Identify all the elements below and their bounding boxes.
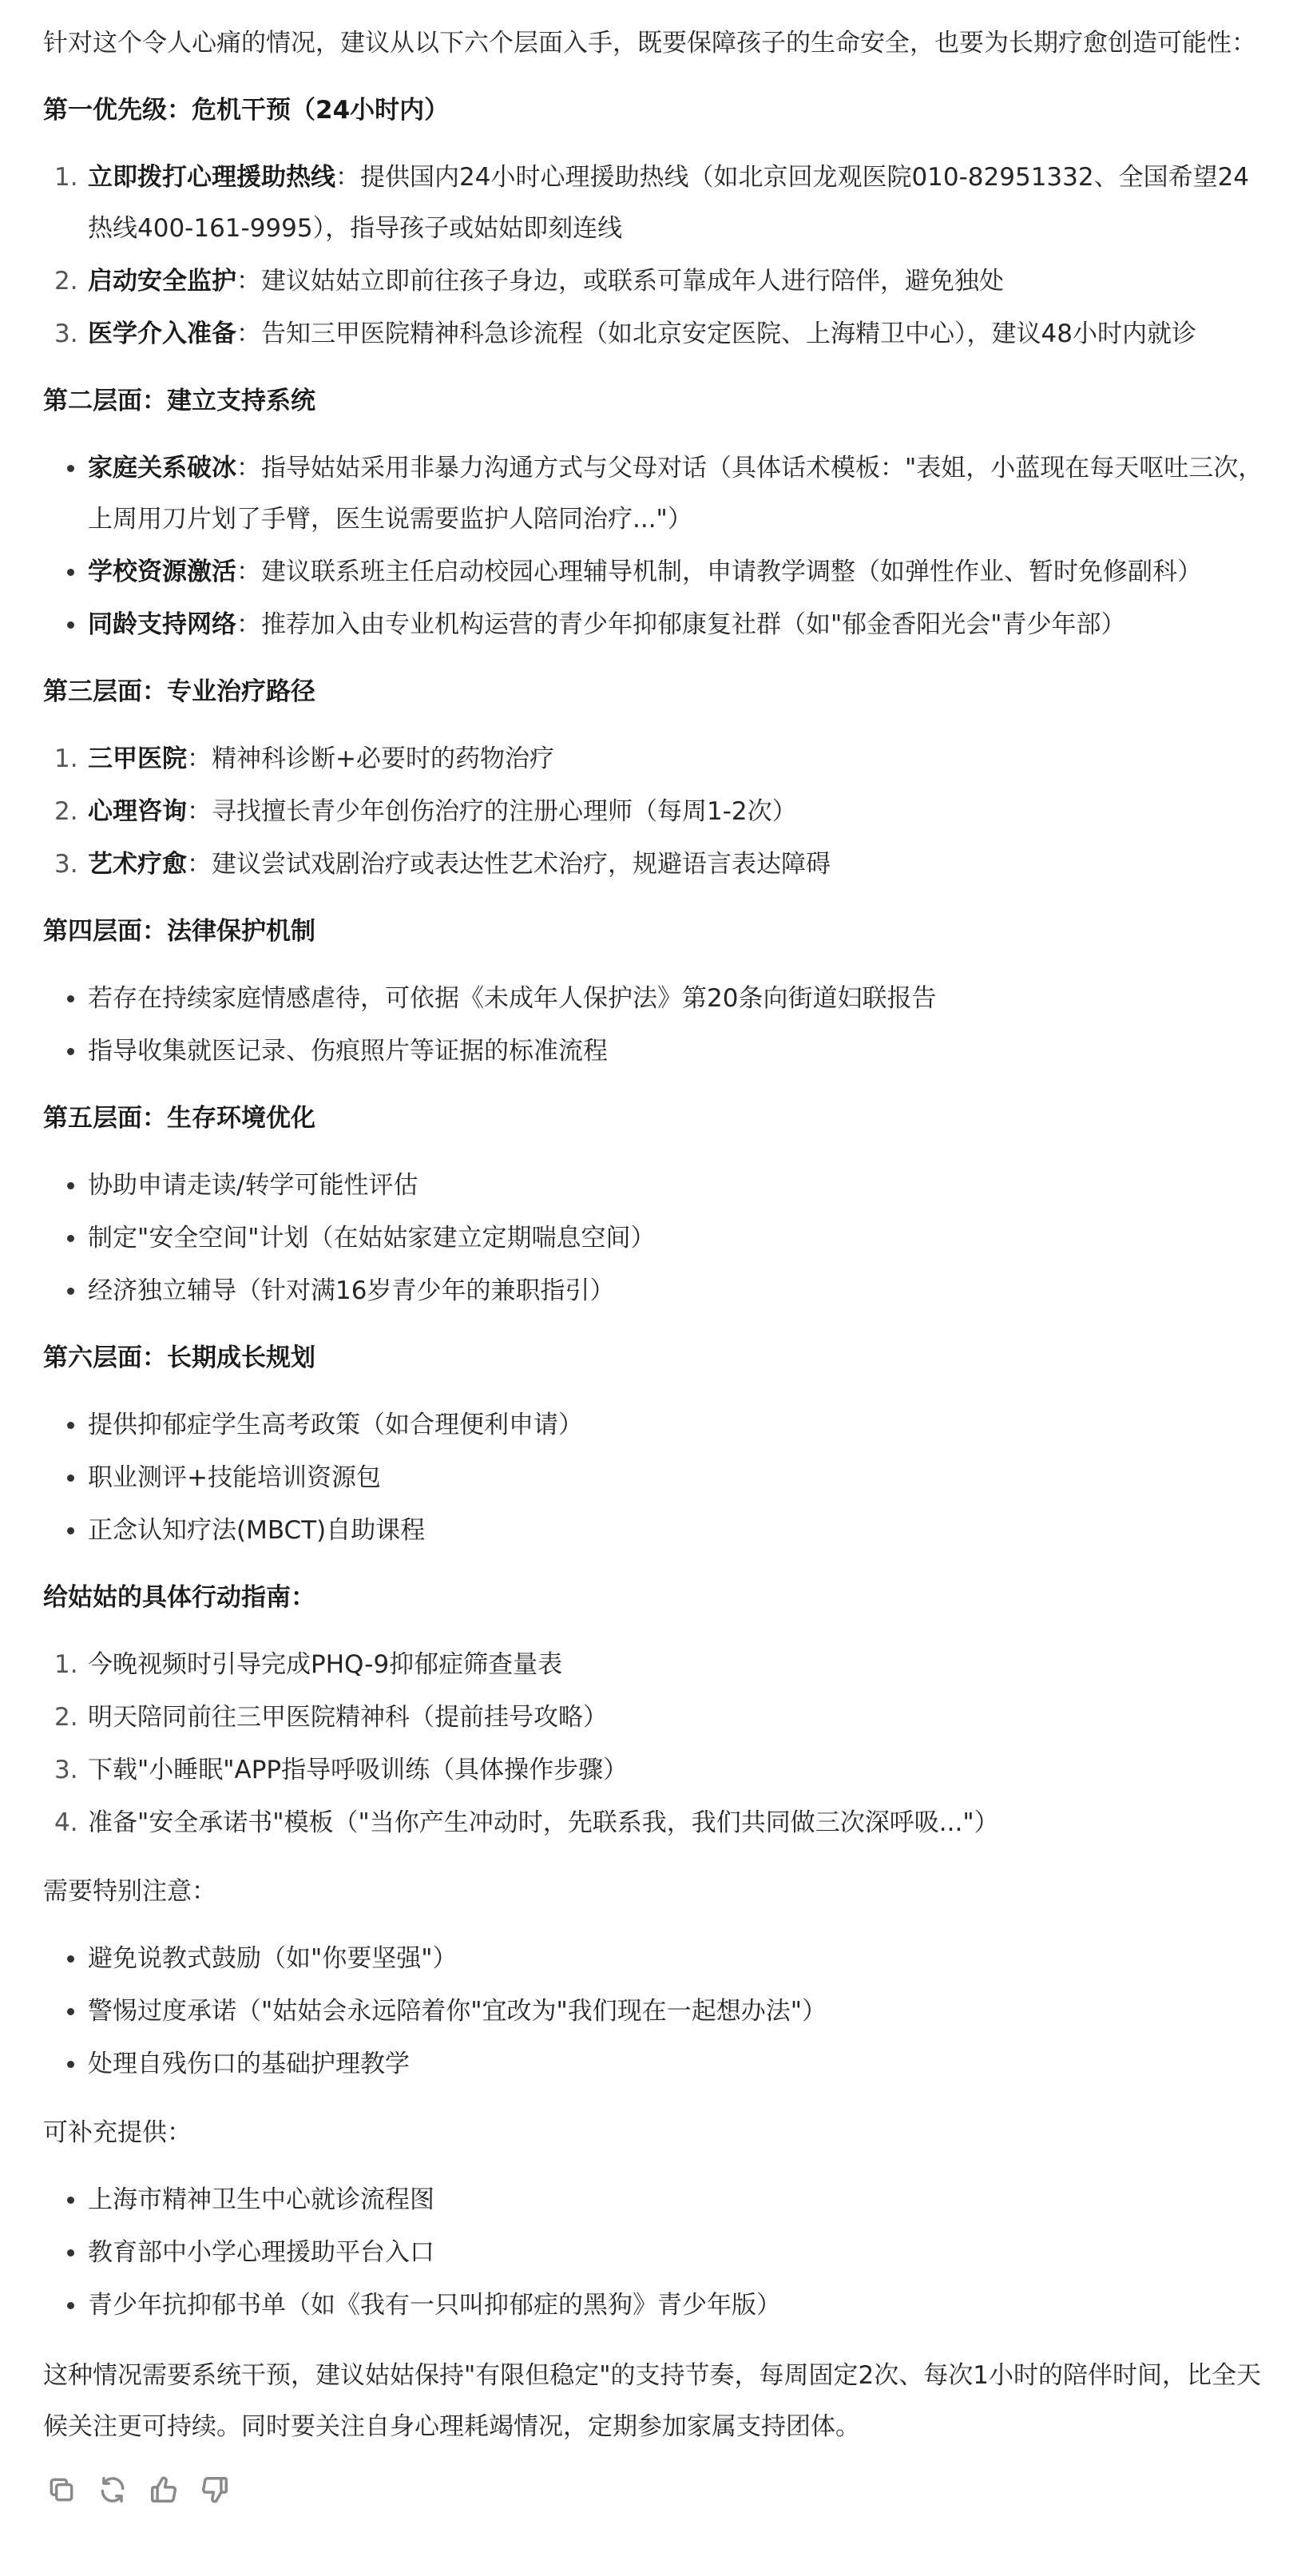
list-item — [43, 2038, 1265, 2090]
list-item-text: 教育部中小学心理援助平台入口 — [88, 2238, 434, 2267]
list-item-key: 启动安全监护 — [88, 267, 236, 296]
list-number: 2. — [54, 267, 78, 296]
closing-paragraph: 这种情况需要系统干预，建议姑姑保持"有限但稳定"的支持节奏，每周固定2次、每次1小时的陪伴时间，比全天候关注更可持续。同时要关注自身心理耗竭情况，定期参加家属支持团体。 — [43, 2361, 1261, 2441]
list-item-text: 上海市精神卫生中心就诊流程图 — [88, 2185, 434, 2214]
list-item-text: 下载"小睡眠"APP指导呼吸训练（具体操作步骤） — [88, 1756, 629, 1784]
list-item-text: 青少年抗抑郁书单（如《我有一只叫抑郁症的黑狗》青少年版） — [88, 2291, 781, 2320]
list-item — [43, 1505, 1265, 1556]
list-item-text: ：精神科诊断+必要时的药物治疗 — [187, 744, 554, 773]
regenerate-button[interactable] — [94, 2471, 131, 2508]
list-item-text: ：告知三甲医院精神科急诊流程（如北京安定医院、上海精卫中心），建议48小时内就诊 — [236, 320, 1196, 348]
intro-paragraph: 针对这个令人心痛的情况，建议从以下六个层面入手，既要保障孩子的生命安全，也要为长期疗愈创造可能性： — [43, 29, 1256, 58]
list-item-text: 指导收集就医记录、伤痕照片等证据的标准流程 — [88, 1037, 608, 1066]
list-item — [43, 1744, 1265, 1796]
regenerate-icon — [97, 2475, 128, 2505]
copy-button[interactable] — [43, 2471, 80, 2508]
list-item-text: 职业测评+技能培训资源包 — [88, 1463, 381, 1492]
bullet-list — [43, 2174, 1265, 2331]
list-item-text: ：建议尝试戏剧治疗或表达性艺术治疗，规避语言表达障碍 — [187, 850, 831, 879]
list-item-text: ：建议联系班主任启动校园心理辅导机制，申请教学调整（如弹性作业、暂时免修副科） — [236, 558, 1202, 586]
list-item — [43, 1026, 1265, 1077]
list-item — [43, 1160, 1265, 1211]
list-item — [43, 152, 1265, 254]
list-item-text: ：指导姑姑采用非暴力沟通方式与父母对话（具体话术模板："表姐，小蓝现在每天呕吐三次，上周用刀片划了手臂，医生说需要监护人陪同治疗..."） — [88, 454, 1263, 534]
section-heading: 第二层面：建立支持系统 — [43, 387, 315, 415]
section-heading: 第五层面：生存环境优化 — [43, 1104, 315, 1133]
list-item — [43, 786, 1265, 837]
list-number: 1. — [54, 744, 78, 773]
section-label: 需要特别注意： — [43, 1877, 216, 1906]
copy-icon — [46, 2475, 77, 2505]
list-item-key: 三甲医院 — [88, 744, 187, 773]
thumbs-down-icon — [200, 2475, 230, 2505]
list-number: 3. — [54, 1756, 78, 1784]
list-item-text: 正念认知疗法(MBCT)自助课程 — [88, 1516, 426, 1545]
section-label: 可补充提供： — [43, 2118, 192, 2147]
list-number: 1. — [54, 163, 78, 192]
list-item-text: ：寻找擅长青少年创伤治疗的注册心理师（每周1-2次） — [187, 797, 797, 826]
section-heading: 第一优先级：危机干预（24小时内） — [43, 96, 450, 125]
bullet-list — [43, 1399, 1265, 1556]
list-item — [43, 1452, 1265, 1503]
list-item-text: 制定"安全空间"计划（在姑姑家建立定期喘息空间） — [88, 1224, 656, 1252]
list-item — [43, 2174, 1265, 2225]
list-item-text: ：建议姑姑立即前往孩子身边，或联系可靠成年人进行陪伴，避免独处 — [236, 267, 1004, 296]
list-item — [43, 1213, 1265, 1264]
sections-container — [43, 85, 1265, 2331]
list-item-text: ：提供国内24小时心理援助热线（如北京回龙观医院010-82951332、全国希望24热线400-161-9995），指导孩子或姑姑即刻连线 — [88, 163, 1250, 243]
ordered-list — [43, 1639, 1265, 1848]
list-number: 1. — [54, 1650, 78, 1679]
list-item-key: 学校资源激活 — [88, 558, 236, 586]
list-number: 3. — [54, 320, 78, 348]
list-item-text: 避免说教式鼓励（如"你要坚强"） — [88, 1944, 458, 1973]
bullet-list — [43, 1160, 1265, 1316]
section-heading: 第三层面：专业治疗路径 — [43, 677, 315, 706]
list-item-key: 心理咨询 — [88, 797, 187, 826]
list-item — [43, 1797, 1265, 1848]
thumbs-up-button[interactable] — [145, 2471, 182, 2508]
bullet-list — [43, 1933, 1265, 2090]
bullet-list — [43, 973, 1265, 1077]
list-item — [43, 1986, 1265, 2037]
list-item — [43, 733, 1265, 784]
thumbs-up-icon — [149, 2475, 179, 2505]
list-item-key: 艺术疗愈 — [88, 850, 187, 879]
list-item — [43, 308, 1265, 359]
section-heading: 第六层面：长期成长规划 — [43, 1344, 315, 1372]
list-item-text: 明天陪同前往三甲医院精神科（提前挂号攻略） — [88, 1703, 608, 1732]
section-heading: 给姑姑的具体行动指南： — [43, 1583, 315, 1612]
list-item-key: 立即拨打心理援助热线 — [88, 163, 335, 192]
list-item-text: 协助申请走读/转学可能性评估 — [88, 1171, 418, 1200]
list-item — [43, 973, 1265, 1024]
list-item — [43, 1692, 1265, 1743]
message-toolbar — [43, 2471, 1265, 2508]
thumbs-down-button[interactable] — [196, 2471, 233, 2508]
list-number: 4. — [54, 1808, 78, 1837]
ordered-list — [43, 733, 1265, 890]
list-item — [43, 1265, 1265, 1316]
list-item — [43, 2227, 1265, 2278]
bullet-list — [43, 443, 1265, 650]
list-item-text: 若存在持续家庭情感虐待，可依据《未成年人保护法》第20条向街道妇联报告 — [88, 984, 937, 1013]
list-item-key: 家庭关系破冰 — [88, 454, 236, 482]
ordered-list — [43, 152, 1265, 359]
list-item-key: 医学介入准备 — [88, 320, 236, 348]
list-item — [43, 443, 1265, 545]
section-heading: 第四层面：法律保护机制 — [43, 917, 315, 946]
list-item-text: 经济独立辅导（针对满16岁青少年的兼职指引） — [88, 1276, 615, 1305]
list-item — [43, 1399, 1265, 1451]
list-item-text: 处理自残伤口的基础护理教学 — [88, 2050, 410, 2078]
list-item — [43, 1933, 1265, 1984]
list-number: 2. — [54, 1703, 78, 1732]
list-item-text: ：推荐加入由专业机构运营的青少年抑郁康复社群（如"郁金香阳光会"青少年部） — [236, 610, 1126, 639]
list-number: 3. — [54, 850, 78, 879]
list-number: 2. — [54, 797, 78, 826]
list-item-text: 警惕过度承诺（"姑姑会永远陪着你"宜改为"我们现在一起想办法"） — [88, 1997, 827, 2026]
list-item-text: 今晚视频时引导完成PHQ-9抑郁症筛查量表 — [88, 1650, 563, 1679]
list-item — [43, 546, 1265, 597]
list-item — [43, 256, 1265, 307]
list-item-text: 提供抑郁症学生高考政策（如合理便利申请） — [88, 1411, 583, 1439]
list-item-key: 同龄支持网络 — [88, 610, 236, 639]
list-item — [43, 2280, 1265, 2331]
list-item-text: 准备"安全承诺书"模板（"当你产生冲动时，先联系我，我们共同做三次深呼吸..."） — [88, 1808, 999, 1837]
assistant-message — [43, 0, 1265, 2508]
list-item — [43, 599, 1265, 650]
list-item — [43, 839, 1265, 890]
list-item — [43, 1639, 1265, 1690]
